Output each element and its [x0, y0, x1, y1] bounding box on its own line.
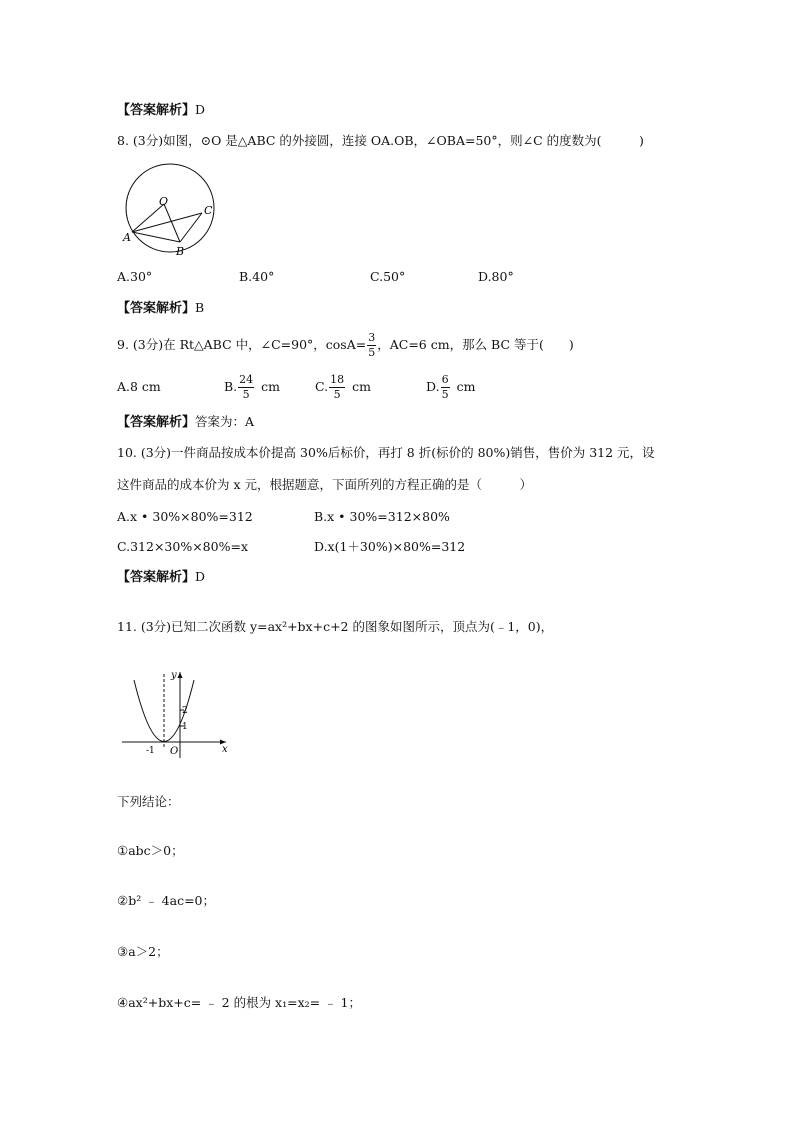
q10-stem-line1: 10. (3分)一件商品按成本价提高 30%后标价，再打 8 折(标价的 80%)销售，售价为 312 元，设 [117, 445, 655, 460]
q10-answer-value: D [195, 569, 206, 584]
fraction-denominator: 5 [368, 345, 376, 359]
q8-option-a: A.30° [117, 269, 153, 284]
answer-label: 【答案解析】 [117, 570, 196, 585]
fraction-denominator: 5 [242, 387, 250, 401]
fraction-numerator: 3 [368, 330, 376, 344]
q9-option-a-text: A.8 cm [117, 378, 161, 394]
option-unit: cm [456, 378, 476, 394]
q11-stem: 11. (3分)已知二次函数 y=ax²+bx+c+2 的图象如图所示，顶点为(﹣1，0)， [117, 619, 554, 634]
q9-stem [117, 328, 574, 362]
q10-option-d: D.x(1＋30%)×80%=312 [314, 539, 466, 554]
q9-answer [117, 416, 254, 429]
conclusion-2: ②b² ﹣ 4ac=0； [117, 893, 215, 908]
fraction-numerator: 18 [330, 372, 345, 386]
q10-option-c: C.312×30%×80%=x [117, 539, 248, 554]
circumcircle [126, 164, 214, 252]
fraction-numerator: 6 [441, 372, 449, 386]
q8-stem: 8. (3分)如图，⊙O 是△ABC 的外接圆，连接 OA.OB，∠OBA=50°，则∠C 的度数为( ) [117, 133, 644, 148]
conclusion-title: 下列结论： [117, 794, 180, 809]
q9-stem-pre: 9. (3分)在 Rt△ABC 中，∠C=90°，cosA= [117, 336, 367, 352]
q10-stem-line2: 这件商品的成本价为 x 元，根据题意，下面所列的方程正确的是（ ） [117, 477, 532, 492]
q8-option-d: D.80° [478, 269, 514, 284]
q9-option-a [117, 370, 161, 404]
label-x: x [222, 744, 228, 755]
segment-ab [132, 232, 180, 242]
label-neg-one: -1 [146, 746, 155, 756]
q8-answer-value: B [195, 300, 205, 315]
option-unit: cm [261, 378, 281, 394]
label-two: 2 [182, 706, 188, 716]
label-a: A [123, 231, 131, 244]
conclusion-1: ①abc＞0； [117, 843, 184, 858]
conclusion-3: ③a＞2； [117, 944, 169, 959]
answer-label: 【答案解析】 [117, 301, 196, 316]
cos-a-fraction [367, 332, 376, 358]
option-prefix: B. [224, 378, 238, 394]
option-d-fraction [441, 374, 450, 400]
label-one: 1 [182, 722, 188, 732]
q8-answer [117, 302, 204, 315]
q10-option-b: B.x • 30%=312×80% [314, 509, 450, 524]
conclusion-4: ④ax²+bx+c= ﹣ 2 的根为 x₁=x₂= ﹣ 1； [117, 995, 362, 1010]
option-unit: cm [352, 378, 371, 394]
option-prefix: D. [426, 378, 440, 394]
label-origin: O [170, 746, 179, 757]
label-y: y [171, 670, 177, 681]
option-prefix: C. [315, 378, 329, 394]
q9-option-b [224, 370, 280, 404]
q9-option-c [315, 370, 371, 404]
answer-label: 【答案解析】 [117, 415, 196, 430]
q7-answer-value: D [195, 102, 206, 117]
option-b-fraction [238, 374, 254, 400]
option-c-fraction [329, 374, 345, 400]
q7-answer [117, 104, 205, 117]
y-axis-arrow [178, 672, 183, 678]
q9-answer-value: 答案为：A [195, 414, 255, 429]
q10-option-a: A.x • 30%×80%=312 [117, 509, 253, 524]
q10-answer [117, 571, 205, 584]
q8-option-b: B.40° [239, 269, 275, 284]
q9-option-d [426, 370, 475, 404]
fraction-numerator: 24 [239, 372, 254, 386]
label-o: O [159, 195, 169, 208]
q8-option-c: C.50° [370, 269, 406, 284]
fraction-denominator: 5 [441, 387, 449, 401]
fraction-denominator: 5 [333, 387, 341, 401]
answer-label: 【答案解析】 [117, 103, 196, 118]
segment-bc [180, 213, 202, 242]
q9-stem-post: ，AC=6 cm，那么 BC 等于( ) [377, 336, 574, 352]
parabola-graph [118, 668, 233, 758]
label-c: C [204, 204, 213, 217]
q8-circle-figure [115, 160, 230, 260]
label-b: B [176, 245, 185, 258]
